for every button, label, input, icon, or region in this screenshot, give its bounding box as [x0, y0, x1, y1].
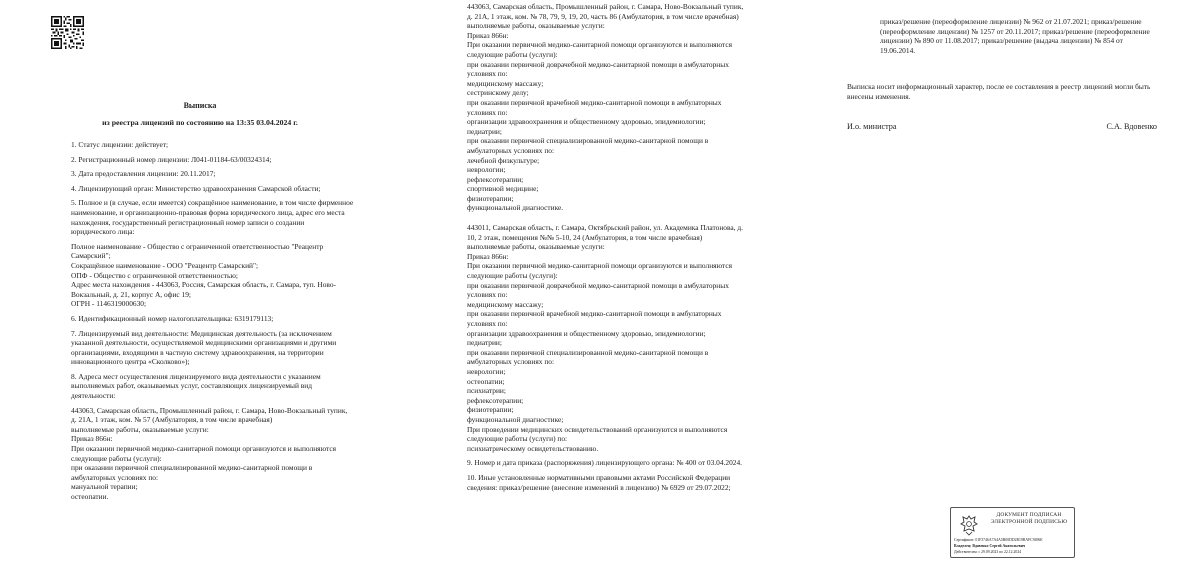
- text-line: медицинскому массажу;: [467, 78, 544, 88]
- text-line: организациями, входящими в частную систему здравоохранения, на территории: [71, 347, 324, 357]
- text-line: инновационного центра «Сколково»);: [71, 357, 190, 367]
- text-line: неврологии;: [467, 366, 506, 376]
- stamp-certificate: Сертификат: 01F3746A7A4A5B00DD2B19BAFC9496E: [954, 538, 1043, 542]
- text-line: юридического лица:: [71, 227, 135, 237]
- text-line: Сокращённое наименование - ООО "Реацентр Самарский";: [71, 260, 259, 270]
- text-line: Приказ 866н:: [71, 434, 113, 444]
- text-line: Приказ 866н:: [467, 30, 509, 40]
- text-line: амбулаторных условиях по:: [467, 145, 555, 155]
- text-line: 443063, Самарская область, Промышленный район, г. Самара, Ново-Вокзальный тупик,: [71, 405, 348, 415]
- text-line: выполняемые работы, оказываемые услуги:: [71, 424, 209, 434]
- text-line: При оказании первичной медико-санитарной помощи организуются и выполняются: [467, 40, 733, 50]
- text-line: внесены изменения.: [847, 91, 911, 101]
- text-line: выполняемые работы, оказываемые услуги:: [467, 21, 605, 31]
- signer-name: С.А. Вдовенко: [1106, 122, 1157, 131]
- text-line: 1. Статус лицензии: действует;: [71, 140, 169, 149]
- text-line: 19.06.2014.: [880, 45, 916, 55]
- text-line: рефлексотерапии;: [467, 174, 524, 184]
- text-line: медицинскому массажу;: [467, 299, 544, 309]
- text-line: физиотерапии;: [467, 193, 514, 203]
- text-line: психиатрическому освидетельствованию.: [467, 443, 599, 453]
- text-line: указанной деятельности, осуществляемой медицинскими организациями и другими: [71, 338, 337, 348]
- text-line: 5. Полное и (в случае, если имеется) сокращённое наименование, в том числе фирменное: [71, 198, 354, 208]
- text-line: функциональной диагностике.: [467, 203, 564, 213]
- text-line: функциональной диагностике;: [467, 414, 564, 424]
- text-line: 4. Лицензирующий орган: Министерство здравоохранения Самарской области;: [71, 183, 321, 193]
- text-line: 3. Дата предоставления лицензии: 20.11.2017;: [71, 169, 216, 179]
- document-title: Выписка: [183, 101, 217, 110]
- text-line: следующие работы (услуги):: [467, 49, 558, 59]
- document-subtitle: из реестра лицензий по состоянию на 13:35 03.04.2024 г.: [102, 118, 298, 127]
- text-line: 10, 2 этаж, помещения №№ 5-10, 24 (Амбулатория, в том числе врачебная): [467, 232, 703, 242]
- text-line: (переоформление лицензии) № 1257 от 20.11.2017; приказ/решение (переоформление: [880, 26, 1150, 36]
- text-line: ОПФ - Общество с ограниченной ответственностью;: [71, 270, 238, 280]
- informational-note: [847, 82, 1150, 101]
- text-line: нахождения, государственный регистрационный номер записи о создании: [71, 217, 305, 227]
- text-line: лечебной физкультуре;: [467, 155, 540, 165]
- text-line: сестринскому делу;: [467, 88, 529, 98]
- text-line: При проведении медицинских освидетельствований организуются и выполняются: [467, 424, 728, 434]
- text-line: при оказании первичной врачебной медико-санитарной помощи в амбулаторных: [467, 309, 722, 319]
- signer-title: И.о. министра: [847, 122, 897, 131]
- text-line: рефлексотерапии;: [467, 395, 524, 405]
- text-line: остеопатии;: [467, 376, 505, 386]
- text-line: физиотерапии;: [467, 405, 514, 415]
- text-line: 8. Адреса мест осуществления лицензируемого вида деятельности с указанием: [71, 371, 321, 381]
- text-line: выполняемых работ, оказываемых услуг, составляющих лицензируемый вид: [71, 381, 313, 391]
- text-line: лицензии) № 890 от 11.08.2017; приказ/решение (выдача лицензии) № 854 от: [880, 36, 1123, 46]
- text-line: При оказании первичной медико-санитарной помощи организуются и выполняются: [71, 444, 337, 454]
- text-line: мануальной терапии;: [71, 482, 138, 492]
- text-line: при оказании первичной доврачебной медико-санитарной помощи в амбулаторных: [467, 280, 729, 290]
- text-line: приказ/решение (переоформление лицензии) № 962 от 21.07.2021; приказ/решение: [880, 17, 1142, 26]
- text-line: остеопатии.: [71, 492, 109, 501]
- text-line: 2. Регистрационный номер лицензии: Л041-01184-63/00324314;: [71, 154, 272, 164]
- text-line: условиях по:: [467, 290, 508, 300]
- document-page-2: [400, 0, 800, 566]
- text-line: д. 21А, 1 этаж, ком. № 78, 79, 9, 19, 20, часть 86 (Амбулатория, в том числе врачебная): [467, 11, 739, 21]
- text-line: педиатрии;: [467, 126, 502, 136]
- text-line: Самарский";: [71, 251, 111, 261]
- text-line: при оказании первичной специализированной медико-санитарной помощи в: [467, 347, 709, 357]
- qr-code-icon: [51, 16, 84, 49]
- document-page-1: [0, 0, 400, 566]
- license-details-text: [71, 140, 353, 502]
- text-line: при оказании первичной доврачебной медико-санитарной помощи в амбулаторных: [467, 59, 729, 69]
- text-line: 10. Иные установленные нормативными правовыми актами Российской Федерации: [467, 472, 731, 482]
- text-line: педиатрии;: [467, 338, 502, 348]
- document-page-3: [800, 0, 1200, 566]
- text-line: условиях по:: [467, 107, 508, 117]
- text-line: Полное наименование - Общество с ограниченной ответственностью "Реацентр: [71, 241, 324, 251]
- text-line: спортивной медицине;: [467, 184, 539, 194]
- text-line: Вокзальный, д. 21, корпус А, офис 19;: [71, 289, 191, 299]
- text-line: неврологии;: [467, 165, 506, 175]
- text-line: наименование, и организационно-правовая форма юридического лица, адрес его места: [71, 207, 345, 217]
- text-line: организации здравоохранения и общественному здоровью, эпидемиологии;: [467, 117, 706, 127]
- text-line: 443063, Самарская область, Промышленный район, г. Самара, Ново-Вокзальный тупик,: [467, 2, 744, 11]
- text-line: условиях по:: [467, 69, 508, 79]
- text-line: следующие работы (услуги):: [71, 453, 162, 463]
- text-line: При оказании первичной медико-санитарной помощи организуются и выполняются: [467, 261, 733, 271]
- activity-addresses-text: [467, 2, 743, 492]
- text-line: Выписка носит информационный характер, после ее составления в реестр лицензий могли быть: [847, 82, 1151, 91]
- text-line: организации здравоохранения и общественному здоровью, эпидемиологии;: [467, 328, 706, 338]
- text-line: 9. Номер и дата приказа (распоряжения) лицензирующего органа: № 400 от 03.04.2024.: [467, 458, 743, 468]
- text-line: ОГРН - 1146319000630;: [71, 299, 147, 309]
- text-line: деятельности:: [71, 391, 116, 401]
- text-line: при оказании первичной специализированной медико-санитарной помощи в: [71, 463, 313, 473]
- digital-signature-stamp: [950, 507, 1075, 558]
- text-line: Приказ 866н:: [467, 251, 509, 261]
- text-line: условиях по:: [467, 319, 508, 328]
- text-line: 6. Идентификационный номер налогоплательщика: 6319179113;: [71, 313, 274, 323]
- text-line: следующие работы (услуги):: [467, 271, 558, 281]
- text-line: 7. Лицензируемый вид деятельности: Медицинская деятельность (за исключением: [71, 328, 332, 338]
- stamp-heading: ДОКУМЕНТ ПОДПИСАН ЭЛЕКТРОННОЙ ПОДПИСЬЮ: [990, 512, 1068, 525]
- text-line: амбулаторных условиях по:: [467, 357, 555, 367]
- text-line: психиатрии;: [467, 386, 506, 396]
- coat-of-arms-icon: [957, 513, 981, 537]
- text-line: сведения: приказ/решение (внесение изменений в лицензию) № 6929 от 29.07.2022;: [467, 482, 731, 492]
- text-line: следующие работы (услуги) по:: [467, 434, 568, 444]
- text-line: д. 21А, 1 этаж, ком. № 57 (Амбулатория, в том числе врачебная): [71, 415, 273, 425]
- stamp-validity: Действителен: с 29.09.2023 по 22.12.2024: [954, 550, 1022, 554]
- stamp-owner: Владелец: Вдовенко Сергей Анатольевич: [954, 544, 1026, 548]
- text-line: Адрес места нахождения - 443063, Россия, Самарская область, г. Самара, туп. Ново-: [71, 280, 337, 290]
- text-line: 443011, Самарская область, г. Самара, Октябрьский район, ул. Академика Платонова, д.: [467, 223, 743, 233]
- text-line: амбулаторных условиях по:: [71, 472, 159, 482]
- orders-list-text: [880, 17, 1150, 55]
- text-line: при оказании первичной врачебной медико-санитарной помощи в амбулаторных: [467, 97, 722, 107]
- text-line: при оказании первичной специализированной медико-санитарной помощи в: [467, 136, 709, 146]
- text-line: выполняемые работы, оказываемые услуги:: [467, 242, 605, 252]
